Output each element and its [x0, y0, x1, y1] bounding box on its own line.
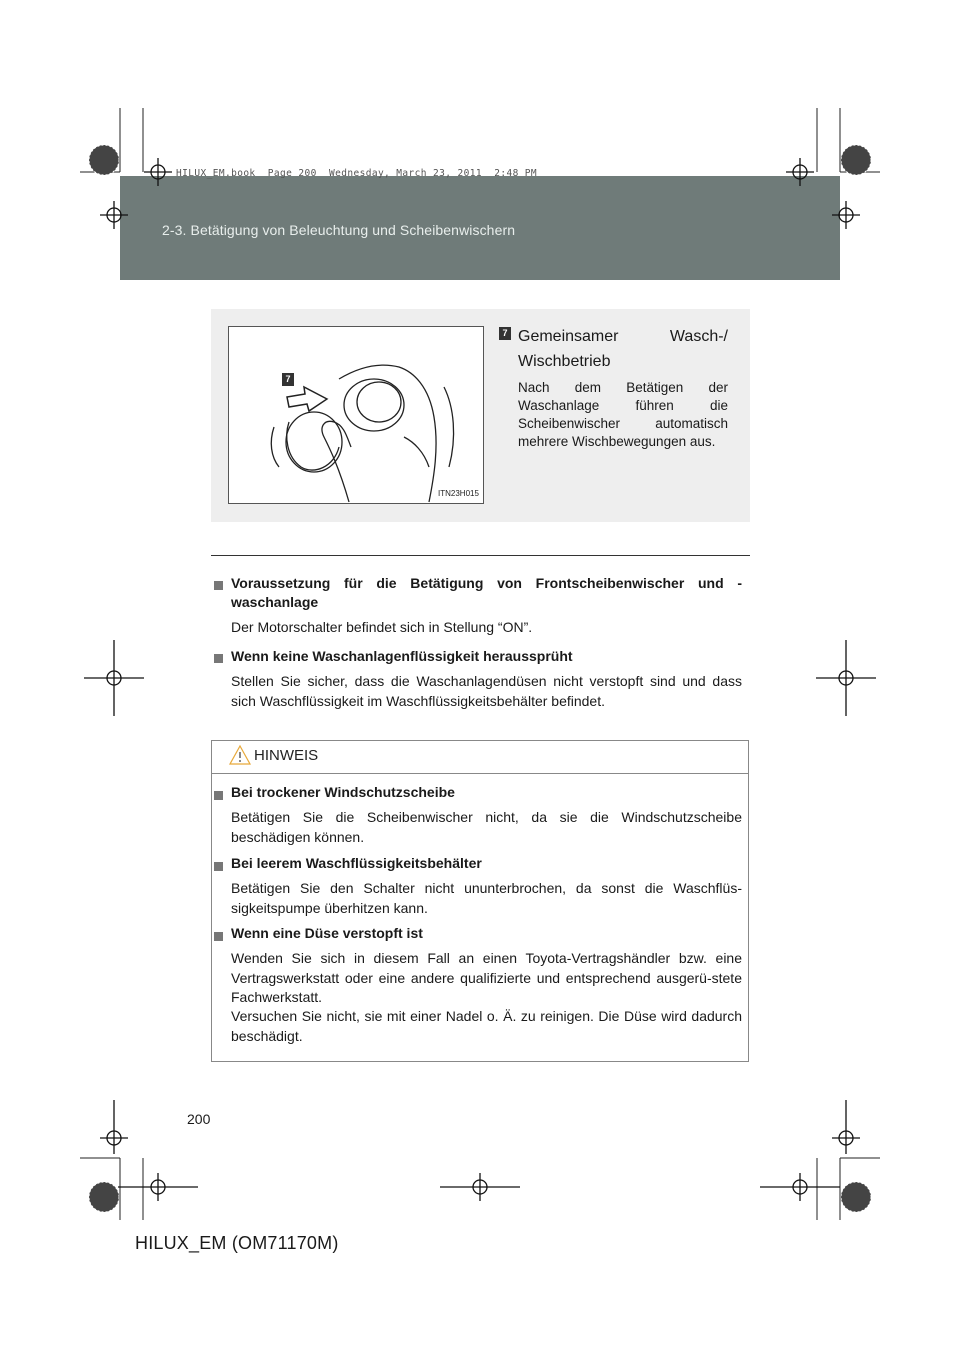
registration-mark-icon [760, 1173, 840, 1201]
registration-mark-icon [832, 201, 860, 229]
notice-body: Wenden Sie sich in diesem Fall an einen Toyota-Vertragshändler bzw. eine Vertragswerkstatt oder eine andere qualifizierte und entsprechend ausgerü-stete Fachwerkstatt. [231, 950, 742, 1005]
registration-mark-icon [832, 1100, 860, 1154]
bullet-icon [214, 928, 223, 946]
registration-mark-icon [786, 158, 814, 186]
notice-heading: Wenn eine Düse verstopft ist [231, 925, 423, 941]
callout-tag: 7 [499, 327, 511, 340]
bullet-icon [214, 787, 223, 805]
registration-mark-icon [816, 640, 876, 716]
notice-heading: Bei trockener Windschutzscheibe [231, 784, 455, 800]
manual-code: HILUX_EM (OM71170M) [135, 1233, 339, 1253]
warning-triangle-icon [228, 744, 252, 766]
notice-heading: Bei leerem Waschflüssigkeitsbehälter [231, 855, 482, 871]
arrow-icon [287, 387, 327, 411]
registration-mark-icon [144, 158, 172, 186]
notice-body: Versuchen Sie nicht, sie mit einer Nadel o. Ä. zu reinigen. Die Düse wird dadurch beschädigt. [231, 1008, 742, 1044]
paragraph-heading: Voraussetzung für die Betätigung von Frontscheibenwischer und -waschanlage [231, 575, 742, 610]
paragraph-heading: Wenn keine Waschanlagenflüssigkeit heraussprüht [231, 648, 573, 664]
notice-body: Betätigen Sie die Scheibenwischer nicht, da sie die Windschutzscheibe beschädigen können. [231, 809, 742, 845]
notice-body: Betätigen Sie den Schalter nicht ununterbrochen, da sonst die Waschflüs-sigkeitspumpe überhitzen kann. [231, 880, 742, 916]
starburst-mark-icon [89, 1182, 119, 1212]
bullet-icon [214, 577, 223, 595]
starburst-mark-icon [89, 145, 119, 175]
figure-description: Nach dem Betätigen der Waschanlage führen die Scheibenwischer automatisch mehrere Wischbewegungen aus. [518, 380, 728, 449]
bullet-icon [214, 858, 223, 876]
paragraph-body: Stellen Sie sicher, dass die Waschanlagendüsen nicht verstopft sind und dass sich Waschflüssigkeit im Waschflüssigkeitsbehälter befindet. [231, 673, 742, 709]
registration-mark-icon [118, 1173, 198, 1201]
illustration-frame [228, 326, 484, 504]
notice-title: HINWEIS [254, 747, 319, 764]
figure-title: Gemeinsamer Wasch-/ Wischbetrieb [518, 328, 728, 370]
starburst-mark-icon [841, 145, 871, 175]
section-title: 2-3. Betätigung von Beleuchtung und Scheibenwischern [162, 222, 516, 238]
book-info-stamp: HILUX_EM.book Page 200 Wednesday, March 23, 2011 2:48 PM [176, 168, 538, 179]
divider [211, 555, 750, 556]
registration-mark-icon [100, 201, 128, 229]
paragraph-body: Der Motorschalter befindet sich in Stellung “ON”. [231, 619, 533, 635]
callout-tag: 7 [282, 373, 294, 386]
bullet-icon [214, 650, 223, 668]
wiper-switch-illustration [229, 327, 483, 503]
notice-divider [211, 773, 749, 774]
starburst-mark-icon [841, 1182, 871, 1212]
registration-mark-icon [440, 1173, 520, 1201]
page-number: 200 [187, 1111, 211, 1127]
illustration-code: ITN23H015 [438, 489, 479, 498]
registration-mark-icon [84, 640, 144, 716]
registration-mark-icon [100, 1100, 128, 1154]
